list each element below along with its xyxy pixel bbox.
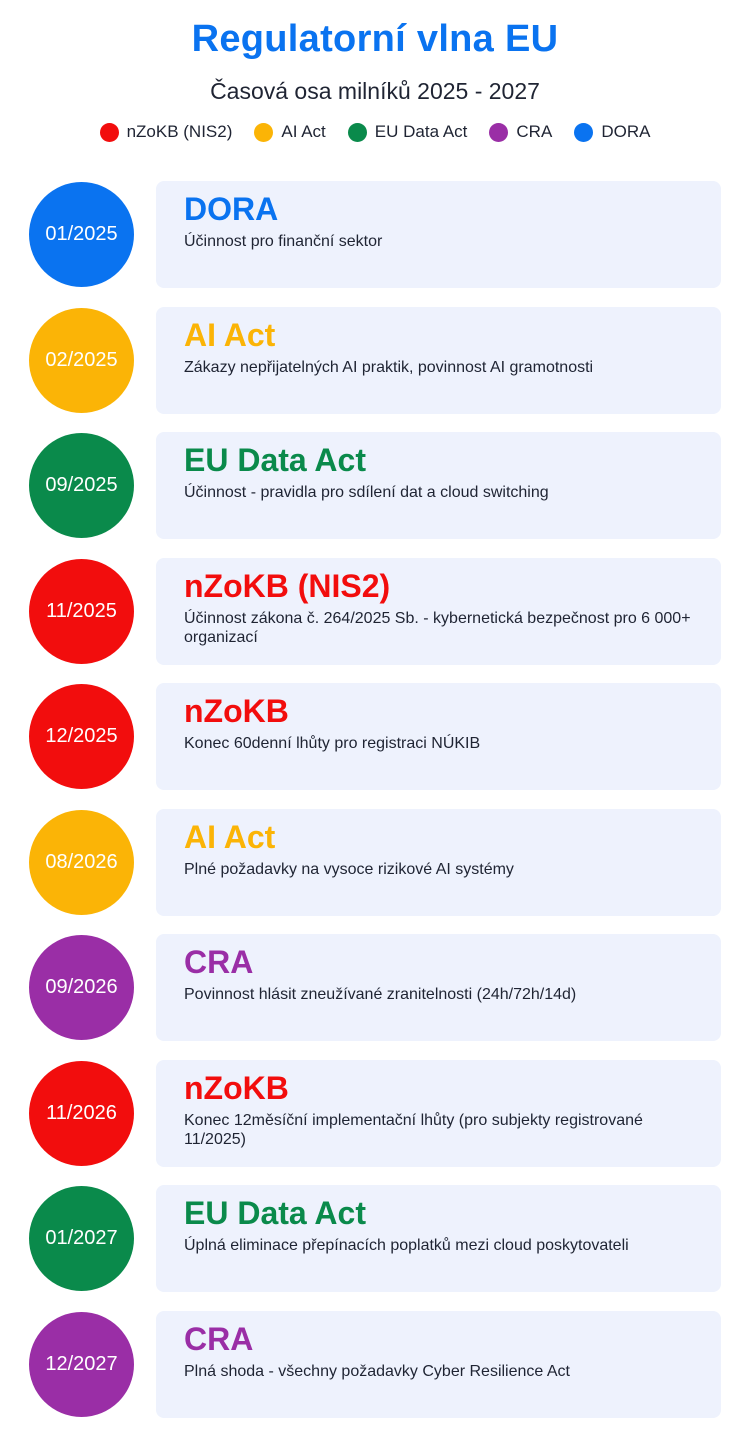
milestone-row — [0, 432, 750, 539]
legend-color-dot — [489, 123, 508, 142]
milestone-title: DORA — [184, 191, 279, 227]
legend-label: EU Data Act — [374, 122, 468, 141]
legend-color-dot — [100, 123, 119, 142]
milestone-row — [0, 558, 750, 665]
milestone-title: EU Data Act — [184, 1195, 366, 1231]
milestone-date-circle: 01/2027 — [29, 1186, 134, 1291]
milestone-date-circle: 01/2025 — [29, 182, 134, 287]
milestone-title: CRA — [184, 944, 254, 980]
milestone-card — [156, 181, 721, 288]
milestone-title: AI Act — [184, 316, 276, 353]
milestone-title: nZoKB — [184, 1069, 289, 1106]
milestone-date-circle: 11/2026 — [29, 1061, 134, 1166]
milestone-row — [0, 307, 750, 414]
milestone-date-circle: 08/2026 — [29, 810, 134, 915]
milestone-title: AI Act — [184, 818, 276, 855]
milestone-card — [156, 934, 721, 1041]
milestone-description: Plná shoda - všechny požadavky Cyber Resilience Act — [184, 1362, 570, 1380]
milestone-card — [156, 1060, 721, 1167]
legend-item — [574, 122, 650, 142]
milestone-card — [156, 683, 721, 790]
legend-item — [489, 122, 552, 142]
milestone-row — [0, 809, 750, 916]
milestone-title: CRA — [184, 1320, 254, 1357]
milestone-title: nZoKB — [184, 693, 289, 729]
milestone-date-circle: 02/2025 — [29, 308, 134, 413]
milestone-card — [156, 1311, 721, 1418]
milestone-date-circle: 11/2025 — [29, 559, 134, 664]
page-title: Regulatorní vlna EU — [191, 18, 559, 60]
milestone-card — [156, 307, 721, 414]
milestone-row — [0, 934, 750, 1041]
legend-color-dot — [348, 123, 367, 142]
milestone-card — [156, 809, 721, 916]
milestone-list — [0, 181, 750, 1436]
milestone-row — [0, 1185, 750, 1292]
milestone-card — [156, 1185, 721, 1292]
milestone-card — [156, 558, 721, 665]
milestone-card — [156, 432, 721, 539]
milestone-row — [0, 1060, 750, 1167]
legend-label: CRA — [516, 122, 553, 141]
milestone-description: Účinnost pro finanční sektor — [184, 233, 383, 250]
legend — [0, 122, 750, 142]
milestone-description: Zákazy nepřijatelných AI praktik, povinnost AI gramotnosti — [184, 358, 594, 376]
milestone-date-circle: 09/2025 — [29, 433, 134, 538]
milestone-row — [0, 181, 750, 288]
milestone-title: nZoKB (NIS2) — [184, 567, 391, 604]
legend-label: nZoKB (NIS2) — [126, 122, 233, 141]
milestone-description: Konec 60denní lhůty pro registraci NÚKIB — [184, 735, 481, 752]
milestone-date-circle: 09/2026 — [29, 935, 134, 1040]
legend-color-dot — [574, 123, 593, 142]
legend-label: DORA — [601, 122, 651, 141]
milestone-title: EU Data Act — [184, 442, 366, 478]
milestone-description: Úplná eliminace přepínacích poplatků mezi cloud poskytovateli — [184, 1237, 629, 1254]
milestone-description: Účinnost - pravidla pro sdílení dat a cloud switching — [184, 484, 549, 501]
legend-label: AI Act — [281, 122, 326, 141]
milestone-date-circle: 12/2025 — [29, 684, 134, 789]
milestone-description: Povinnost hlásit zneužívané zranitelnosti (24h/72h/14d) — [184, 986, 577, 1003]
milestone-description: Plné požadavky na vysoce rizikové AI systémy — [184, 860, 514, 878]
legend-item — [348, 122, 468, 142]
legend-item — [100, 122, 233, 142]
milestone-date-circle: 12/2027 — [29, 1312, 134, 1417]
milestone-row — [0, 683, 750, 790]
milestone-row — [0, 1311, 750, 1418]
legend-color-dot — [254, 123, 273, 142]
milestone-description: Účinnost zákona č. 264/2025 Sb. - kybernetická bezpečnost pro 6 000+ organizací — [184, 609, 691, 646]
page-subtitle: Časová osa milníků 2025 - 2027 — [210, 78, 540, 104]
milestone-description: Konec 12měsíční implementační lhůty (pro subjekty registrované 11/2025) — [184, 1111, 643, 1148]
legend-item — [254, 122, 325, 142]
